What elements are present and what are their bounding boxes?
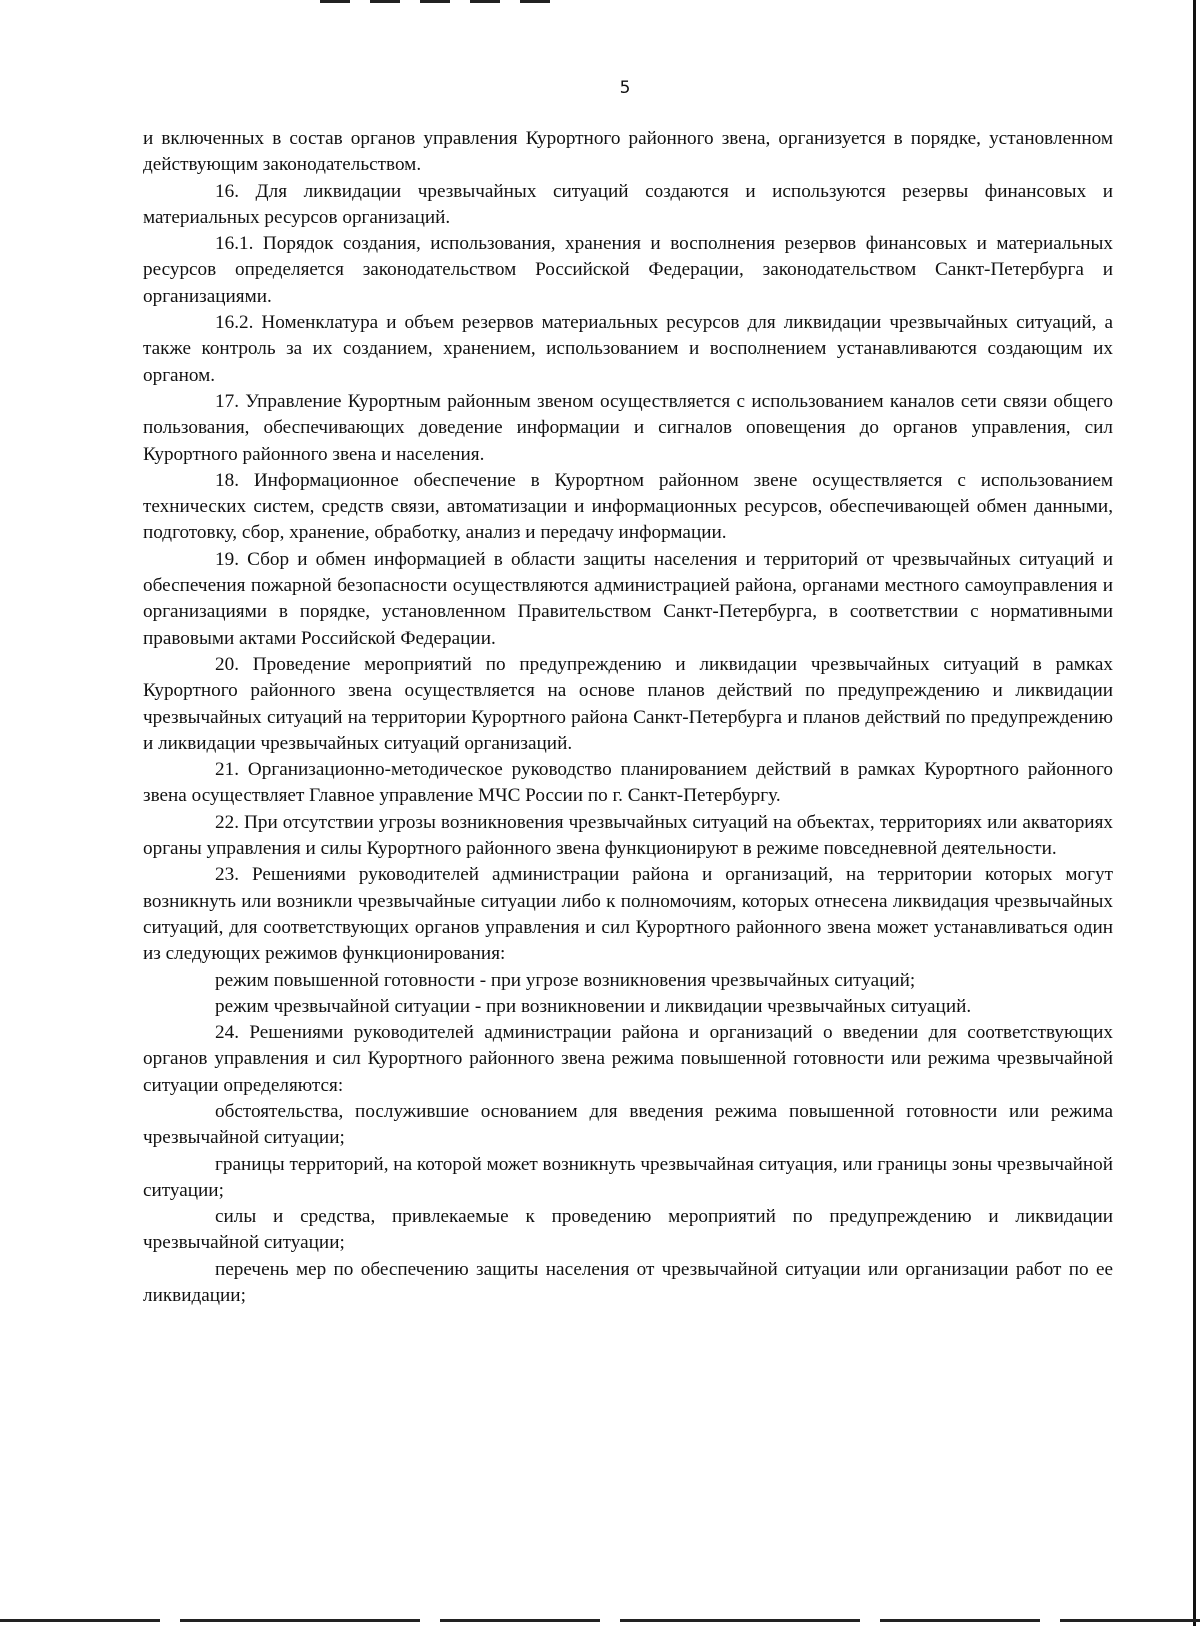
paragraph-19: 19. Сбор и обмен информацией в области защиты населения и территорий от чрезвычайных ситуаций и обеспечения пожарной безопасности осуществляются администрацией района, органами местного самоуправления и организациями в порядке, установленном Правительством Санкт-Петербурга, в соответствии с нормативными правовыми актами Российской Федерации. [143,548,1113,649]
paragraph-24: 24. Решениями руководителей администрации района и организаций о введении для соответствующих органов управления и сил Курортного районного звена режима повышенной готовности или режима чрезвычайной ситуации определяются: [143,1022,1113,1096]
list-item-readiness-mode: режим повышенной готовности - при угрозе возникновения чрезвычайных ситуаций; [215,969,916,991]
list-item-forces: силы и средства, привлекаемые к проведению мероприятий по предупреждению и ликвидации чрезвычайной ситуации; [143,1206,1113,1254]
document-body [143,126,1113,1309]
list-item-circumstances: обстоятельства, послужившие основанием для введения режима повышенной готовности или режима чрезвычайной ситуации; [143,1100,1113,1149]
paragraph: и включенных в состав органов управления Курортного районного звена, организуется в порядке, установленном действующим законодательством. [143,128,1113,176]
paragraph-20: 20. Проведение мероприятий по предупреждению и ликвидации чрезвычайных ситуаций в рамках Курортного районного звена осуществляется на основе планов действий по предупреждению и ликвидации чрезвычайных ситуаций на территории Курортного района Санкт-Петербурга и планов действий по предупреждению и ликвидации чрезвычайных ситуаций организаций. [143,653,1113,754]
list-item-emergency-mode: режим чрезвычайной ситуации - при возникновении и ликвидации чрезвычайных ситуаций. [215,995,972,1017]
scan-top-edge [320,0,560,3]
paragraph-23: 23. Решениями руководителей администрации района и организаций, на территории которых могут возникнуть или возникли чрезвычайные ситуации либо к полномочиям, которых отнесена ликвидация чрезвычайных ситуаций, для соответствующих органов управления и сил Курортного районного звена может устанавливаться один из следующих режимов функционирования: [143,864,1113,965]
paragraph-21: 21. Организационно-методическое руководство планированием действий в рамках Курортного районного звена осуществляет Главное управление МЧС России по г. Санкт-Петербургу. [143,759,1113,807]
paragraph-22: 22. При отсутствии угрозы возникновения чрезвычайных ситуаций на объектах, территориях или акваториях органы управления и силы Курортного районного звена функционируют в режиме повседневной деятельности. [143,811,1113,860]
paragraph-16-1: 16.1. Порядок создания, использования, хранения и восполнения резервов финансовых и материальных ресурсов определяется законодательством Российской Федерации, законодательством Санкт-Петербурга и организациями. [143,233,1113,307]
paragraph-16: 16. Для ликвидации чрезвычайных ситуаций создаются и используются резервы финансовых и материальных ресурсов организаций. [143,180,1113,228]
scan-right-edge [1193,0,1196,1626]
paragraph-18: 18. Информационное обеспечение в Курортном районном звене осуществляется с использованием технических систем, средств связи, автоматизации и информационных ресурсов, обеспечивающей обмен данными, подготовку, сбор, хранение, обработку, анализ и передачу информации. [143,469,1113,544]
scan-bottom-edge [0,1619,1200,1622]
list-item-boundaries: границы территорий, на которой может возникнуть чрезвычайная ситуация, или границы зоны чрезвычайной ситуации; [143,1153,1113,1201]
list-item-measures: перечень мер по обеспечению защиты населения от чрезвычайной ситуации или организации работ по ее ликвидации; [143,1258,1113,1307]
page-number: 5 [619,78,631,98]
paragraph-16-2: 16.2. Номенклатура и объем резервов материальных ресурсов для ликвидации чрезвычайных ситуаций, а также контроль за их созданием, хранением, использованием и восполнением устанавливаются создающим их органом. [143,312,1113,386]
paragraph-17: 17. Управление Курортным районным звеном осуществляется с использованием каналов сети связи общего пользования, обеспечивающих доведение информации и сигналов оповещения до органов управления, сил Курортного районного звена и населения. [143,390,1113,465]
